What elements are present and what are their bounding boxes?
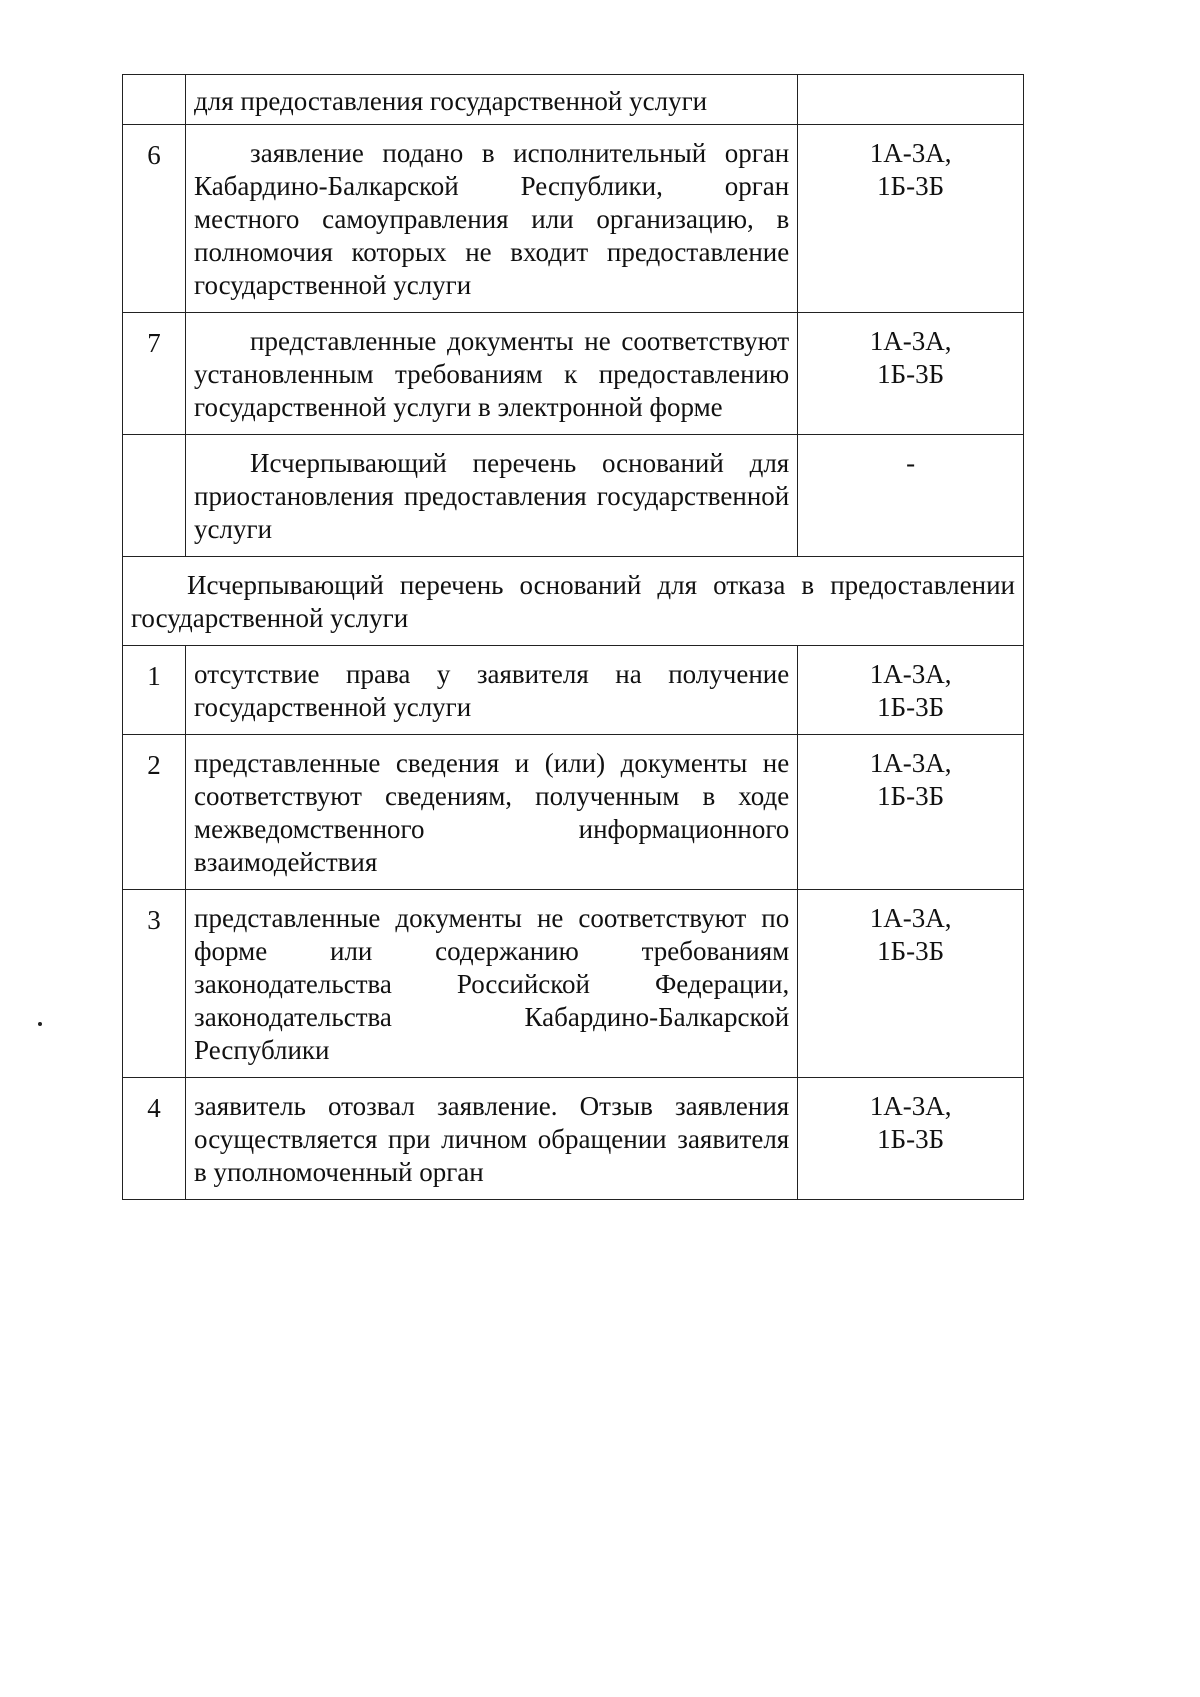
row-codes (798, 125, 1024, 313)
row-codes (798, 646, 1024, 735)
row-codes (798, 313, 1024, 435)
row-text: представленные документы не соответствуют по форме или содержанию требованиям законодательства Российской Федерации, законодательства Кабардино-Балкарской Республики (186, 890, 798, 1078)
code-line: 1А-3А, (869, 659, 952, 689)
row-codes (798, 1078, 1024, 1200)
code-line: 1Б-3Б (877, 781, 945, 811)
row-text: заявление подано в исполнительный орган Кабардино-Балкарской Республики, орган местного самоуправления или организацию, в полномочия которых не входит предоставление государственной услуги (186, 125, 798, 313)
grounds-table (122, 74, 1024, 1200)
table-row (123, 75, 1024, 125)
table-row (123, 735, 1024, 890)
row-text: представленные сведения и (или) документы не соответствуют сведениям, полученным в ходе межведомственного информационного взаимодействия (186, 735, 798, 890)
table-row (123, 1078, 1024, 1200)
code-line: 1А-3А, (869, 903, 952, 933)
table-row (123, 313, 1024, 435)
code-line: 1А-3А, (869, 326, 952, 356)
code-line: - (906, 448, 916, 478)
row-number: 2 (123, 735, 186, 890)
row-text: для предоставления государственной услуги (186, 75, 798, 125)
row-number (123, 75, 186, 125)
row-number: 1 (123, 646, 186, 735)
code-line: 1Б-3Б (877, 692, 945, 722)
table-row (123, 435, 1024, 557)
row-codes (798, 735, 1024, 890)
table-row (123, 646, 1024, 735)
row-codes (798, 435, 1024, 557)
section-header: Исчерпывающий перечень оснований для отказа в предоставлении государственной услуги (123, 557, 1024, 646)
code-line: 1Б-3Б (877, 936, 945, 966)
table-row (123, 125, 1024, 313)
code-line: 1Б-3Б (877, 359, 945, 389)
code-line: 1А-3А, (869, 1091, 952, 1121)
row-text: отсутствие права у заявителя на получение государственной услуги (186, 646, 798, 735)
row-text: представленные документы не соответствуют установленным требованиям к предоставлению государственной услуги в электронной форме (186, 313, 798, 435)
row-number: 6 (123, 125, 186, 313)
code-line: 1А-3А, (869, 748, 952, 778)
scan-speck (38, 1022, 42, 1026)
row-codes (798, 890, 1024, 1078)
code-line: 1Б-3Б (877, 171, 945, 201)
row-text: Исчерпывающий перечень оснований для приостановления предоставления государственной услуги (186, 435, 798, 557)
section-header-row (123, 557, 1024, 646)
row-text: заявитель отозвал заявление. Отзыв заявления осуществляется при личном обращении заявителя в уполномоченный орган (186, 1078, 798, 1200)
row-number: 7 (123, 313, 186, 435)
code-line: 1А-3А, (869, 138, 952, 168)
row-number: 4 (123, 1078, 186, 1200)
code-line: 1Б-3Б (877, 1124, 945, 1154)
row-codes (798, 75, 1024, 125)
table-row (123, 890, 1024, 1078)
row-number (123, 435, 186, 557)
row-number: 3 (123, 890, 186, 1078)
